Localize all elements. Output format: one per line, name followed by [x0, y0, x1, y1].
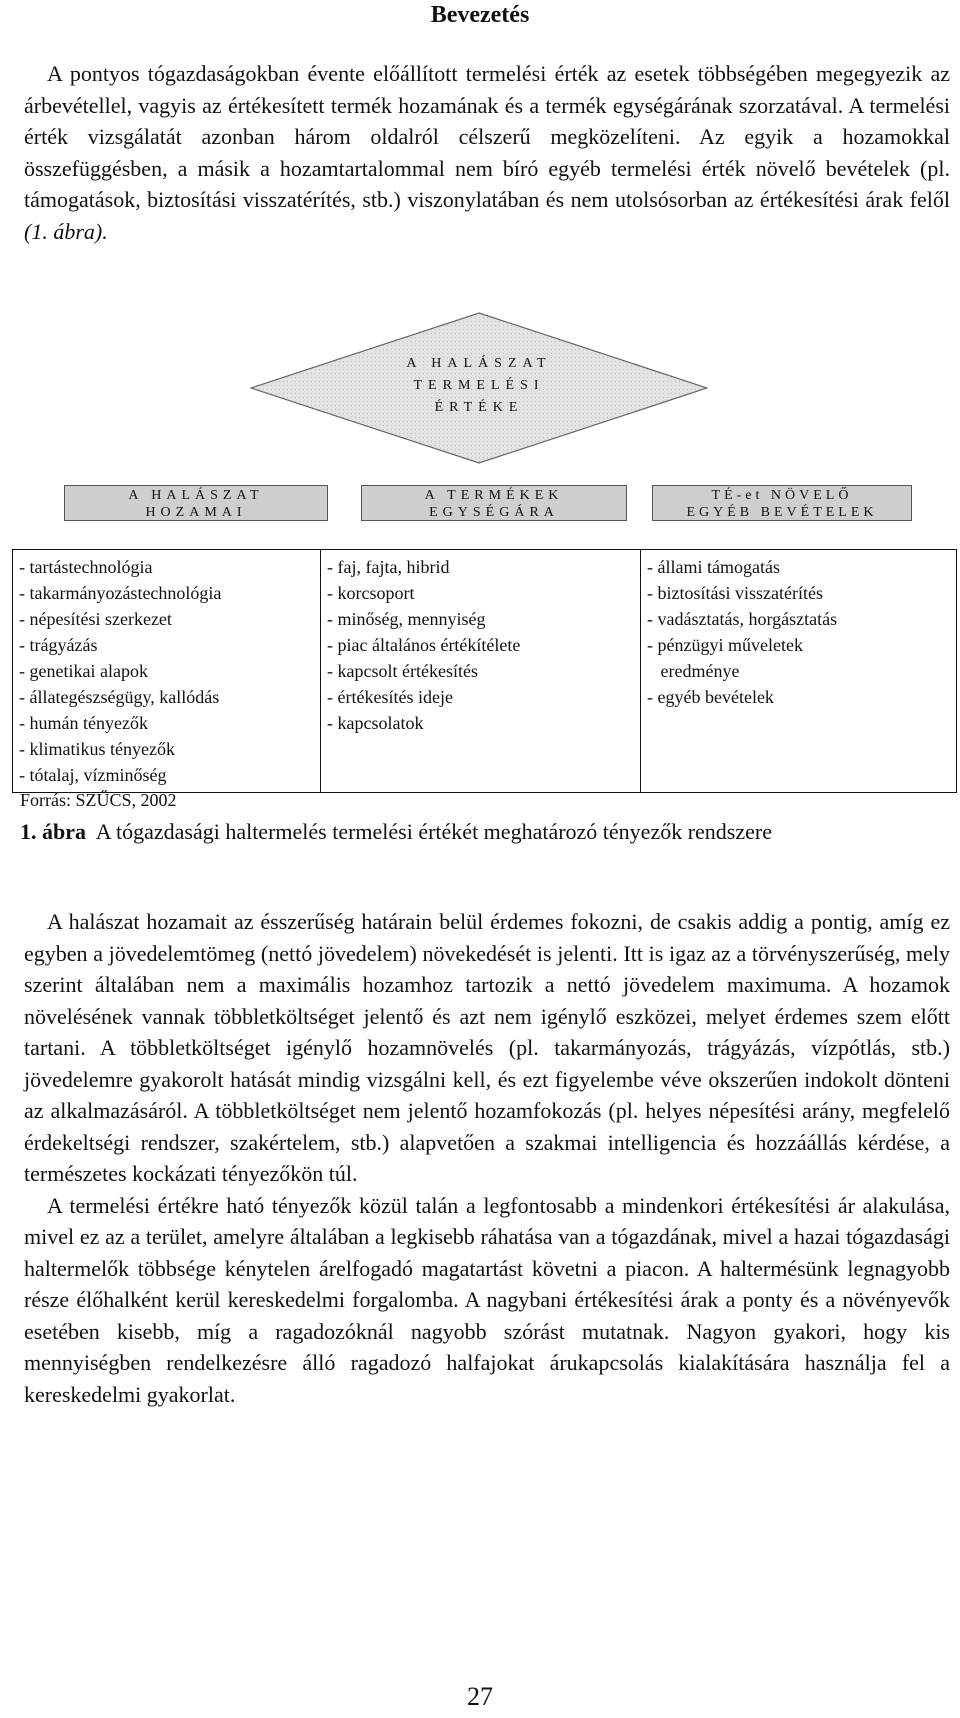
list-item: - faj, fajta, hibrid — [327, 557, 450, 577]
caption-text: A tógazdasági haltermelés termelési értékét meghatározó tényezők rendszere — [95, 819, 772, 844]
factors-column-other-income — [641, 550, 957, 793]
caption-label: 1. ábra — [20, 819, 86, 844]
list-item: - pénzügyi műveletek — [647, 635, 803, 655]
factors-column-yields — [13, 550, 321, 793]
factors-column-unit-price — [321, 550, 641, 793]
diagram-center-line-3: ÉRTÉKE — [434, 400, 524, 415]
figure-caption — [20, 817, 940, 847]
factors-table — [12, 549, 957, 793]
list-item: eredménye — [647, 661, 740, 681]
diagram-header-other-income — [652, 485, 912, 521]
list-item: - klimatikus tényezők — [19, 739, 175, 759]
list-item: - tartástechnológia — [19, 557, 153, 577]
body-paragraph: A halászat hozamait az ésszerűség határain belül érdemes fokozni, de csakis addig a pontig, amíg ez egyben a jövedelemtömeg (nettó jövedelem) növekedését is jelenti. Itt is igaz az a törvényszerűség, mely szerint általában nem a maximális hozamhoz tartozik a nettó jövedelem maximuma. A hozamok növelésének vannak többletköltséget jelentő és azt nem igénylő eszközei, melyet érdemes szem előtt tartani. A többletköltséget igénylő hozamnövelés (pl. takarmányozás, trágyázás, vízpótlás, stb.) jövedelemre gyakorolt hatását mindig vizsgálni kell, és ezt figyelembe véve okszerűen indokolt dönteni az alkalmazásáról. A többletköltséget nem jelentő hozamfokozás (pl. helyes népesítési arány, megfelelő érdekeltségi rendszer, szakértelem, stb.) alapvetően a szakmai intelligencia és hozzáállás kérdése, a természetes kockázati tényezőkön túl. — [24, 909, 950, 1186]
list-item: - korcsoport — [327, 583, 415, 603]
list-item: - népesítési szerkezet — [19, 609, 172, 629]
header-line: EGYSÉGÁRA — [429, 505, 559, 520]
diagram-header-unit-price — [361, 485, 627, 521]
diagram-center-line-1: A HALÁSZAT — [406, 356, 552, 371]
page-number: 27 — [467, 1682, 493, 1711]
diagram-header-yields — [64, 485, 328, 521]
list-item: - vadásztatás, horgásztatás — [647, 609, 838, 629]
list-item: - állami támogatás — [647, 557, 780, 577]
list-item: - humán tényezők — [19, 713, 148, 733]
body-paragraph: A termelési értékre ható tényezők közül talán a legfontosabb a mindenkori értékesítési ár alakulása, mivel ez az a terület, amelyre általában a legkisebb ráhatása van a tógazdának, mivel a hazai tógazdasági haltermelők többsége kénytelen árelfogadó magatartást követni a piacon. A haltermésünk legnagyobb része élőhalként kerül kereskedelmi forgalomba. A nagybani értékesítési árak a ponty és a növényevők esetében kisebb, míg a ragadozóknál nagyobb szórást mutatnak. Nagyon gyakori, hogy kis mennyiségben rendelkezésre álló ragadozó halfajokat árukapcsolás kialakítására használja fel a kereskedelmi gyakorlat. — [24, 1192, 950, 1407]
list-item: - kapcsolatok — [327, 713, 424, 733]
figure-reference: (1. ábra). — [24, 218, 108, 244]
list-item: - kapcsolt értékesítés — [327, 661, 478, 681]
list-item: - biztosítási visszatérítés — [647, 583, 823, 603]
intro-paragraph — [24, 58, 950, 247]
list-item: - minőség, mennyiség — [327, 609, 486, 629]
header-line: HOZAMAI — [145, 505, 247, 520]
body-text — [24, 906, 950, 1410]
figure-source: Forrás: SZŰCS, 2002 — [20, 790, 177, 810]
diagram-center-line-2: TERMELÉSI — [413, 378, 545, 393]
list-item: - értékesítés ideje — [327, 687, 453, 707]
list-item: - genetikai alapok — [19, 661, 148, 681]
list-item: - trágyázás — [19, 635, 98, 655]
list-item: - piac általános értékítélete — [327, 635, 521, 655]
header-line: TÉ-et NÖVELŐ — [711, 488, 853, 503]
list-item: - tótalaj, vízminőség — [19, 765, 167, 785]
header-line: A TERMÉKEK — [424, 488, 564, 503]
page-title: Bevezetés — [430, 2, 530, 28]
header-line: A HALÁSZAT — [128, 488, 264, 503]
list-item: - takarmányozástechnológia — [19, 583, 222, 603]
header-line: EGYÉB BEVÉTELEK — [686, 505, 878, 520]
list-item: - állategészségügy, kallódás — [19, 687, 220, 707]
list-item: - egyéb bevételek — [647, 687, 774, 707]
table-row — [13, 550, 957, 793]
intro-text: A pontyos tógazdaságokban évente előállított termelési érték az esetek többségében megegyezik az árbevétellel, vagyis az értékesített termék hozamának és a termék egységárának szorzatával. A termelési érték vizsgálatát azonban három oldalról célszerű megközelíteni. Az egyik a hozamokkal összefüggésben, a másik a hozamtartalommal nem bíró egyéb termelési érték növelő bevételek (pl. támogatások, biztosítási visszatérítés, stb.) viszonylatában és nem utolsósorban az értékesítési árak felől — [24, 61, 950, 212]
